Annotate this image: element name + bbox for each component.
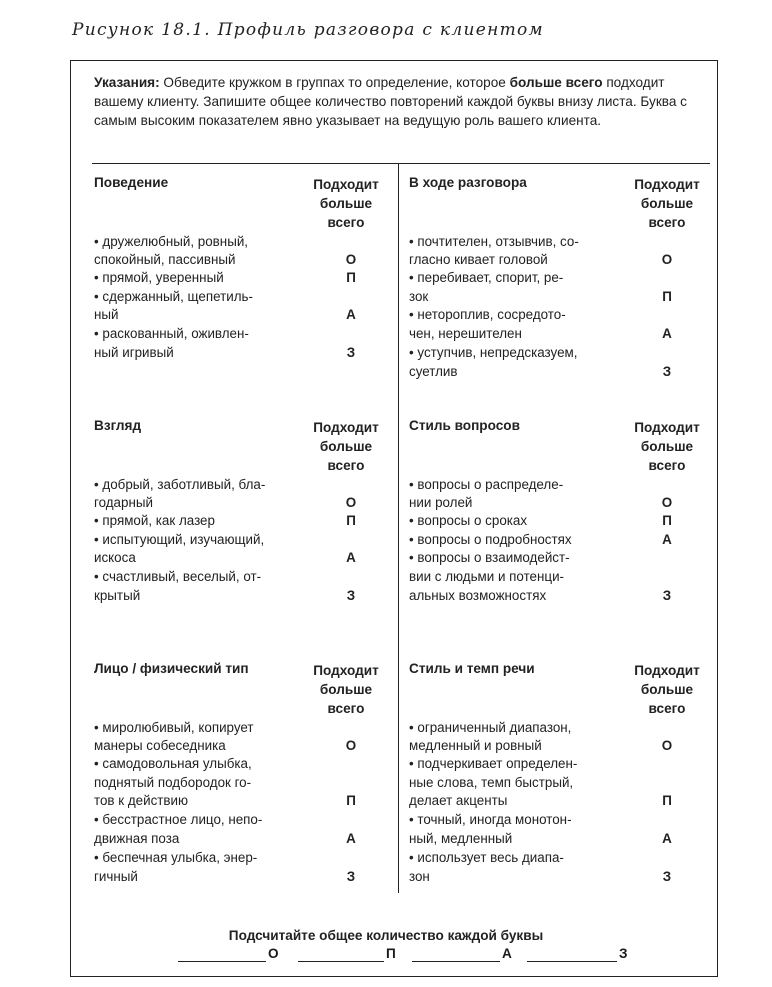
section-behavior [94,175,394,395]
option-line: альных возможностях [409,588,547,603]
fit-header [622,418,712,475]
answer-letter-a[interactable]: А [662,326,672,341]
fit-header-line: Подходит [634,663,700,678]
tally-blank-a[interactable] [412,961,500,962]
option-line: • беспечная улыбка, энер- [94,850,258,865]
fit-header-line: всего [648,215,686,230]
instructions [94,73,710,130]
section-title: Взгляд [94,418,142,433]
fit-header [301,661,391,718]
section-title: В ходе разговора [409,175,527,190]
answer-letter-z[interactable]: З [662,588,672,603]
option-line: • миролюбивый, копирует [94,720,254,735]
tally-blank-z[interactable] [527,961,617,962]
fit-header-line: больше [640,682,694,697]
fit-header-line: больше [319,682,373,697]
answer-letter-a[interactable]: А [346,307,356,322]
answer-letter-p[interactable]: П [662,289,672,304]
option-line: зон [409,869,430,884]
option-line: ный игривый [94,345,174,360]
answer-letter-p[interactable]: П [346,793,356,808]
tally-blank-p[interactable] [298,961,384,962]
fit-header [301,418,391,475]
option-line: • вопросы о подробностях [409,532,572,547]
answer-letter-p[interactable]: П [662,513,672,528]
option-line: • испытующий, изучающий, [94,532,265,547]
option-line: крытый [94,588,141,603]
answer-letter-p[interactable]: П [662,793,672,808]
option-line: искоса [94,550,136,565]
option-line: нии ролей [409,495,473,510]
option-line: ный, медленный [409,831,513,846]
section-title: Лицо / физический тип [94,661,249,676]
fit-header-line: больше [319,439,373,454]
option-line: поднятый подбородок го- [94,775,252,790]
section-during-conversation [409,175,714,395]
fit-header-line: всего [327,215,365,230]
instructions-text-1: Обведите кружком в группах то определение, которое [159,75,510,90]
answer-letter-a[interactable]: А [662,831,672,846]
fit-header-line: всего [648,701,686,716]
fit-header-line: Подходит [313,663,379,678]
option-line: ные слова, темп быстрый, [409,775,574,790]
fit-header-line: больше [640,196,694,211]
option-line: • прямой, как лазер [94,513,215,528]
tally-title: Подсчитайте общее количество каждой буквы [228,928,544,943]
option-line: • перебивает, спорит, ре- [409,270,564,285]
option-line: суетлив [409,364,458,379]
option-line: • уступчив, непредсказуем, [409,345,578,360]
answer-letter-o[interactable]: О [345,252,357,267]
answer-letter-o[interactable]: О [345,495,357,510]
option-line: гласно кивает головой [409,252,548,267]
option-line: вии с людьми и потенци- [409,569,565,584]
option-line: гичный [94,869,138,884]
option-line: тов к действию [94,793,189,808]
section-title: Поведение [94,175,169,190]
instructions-text-2: подходит вашему клиенту. Запишите общее количество повторений каждой буквы внизу листа. Буква с самым высоким показателем явно указывает на ведущую роль вашего клиента. [94,75,687,128]
fit-header-line: больше [319,196,373,211]
option-line: • точный, иногда монотон- [409,812,572,827]
option-line: годарный [94,495,153,510]
fit-header-line: всего [648,458,686,473]
option-line: • использует весь диапа- [409,850,564,865]
option-line: • сдержанный, щепетиль- [94,289,253,304]
answer-letter-p[interactable]: П [346,513,356,528]
answer-letter-a[interactable]: А [346,831,356,846]
answer-letter-z[interactable]: З [662,364,672,379]
fit-header-line: Подходит [313,420,379,435]
option-line: зок [409,289,429,304]
fit-header-line: всего [327,701,365,716]
option-line: • дружелюбный, ровный, [94,234,249,249]
option-line: • почтителен, отзывчив, со- [409,234,579,249]
option-line: ный [94,307,119,322]
answer-letter-o[interactable]: О [345,738,357,753]
option-line: • вопросы о распределе- [409,477,564,492]
header-divider [92,163,710,164]
option-line: • прямой, уверенный [94,270,224,285]
option-line: делает акценты [409,793,508,808]
answer-letter-z[interactable]: З [346,869,356,884]
column-divider [398,163,399,893]
option-line: медленный и ровный [409,738,542,753]
answer-letter-a[interactable]: А [346,550,356,565]
fit-header-line: Подходит [634,420,700,435]
option-line: • бесстрастное лицо, непо- [94,812,263,827]
answer-letter-p[interactable]: П [346,270,356,285]
fit-header [622,175,712,232]
tally-blank-o[interactable] [178,961,266,962]
section-title: Стиль и темп речи [409,661,535,676]
option-line: манеры собеседника [94,738,226,753]
fit-header-line: Подходит [634,177,700,192]
fit-header [301,175,391,232]
answer-letter-z[interactable]: З [662,869,672,884]
option-line: чен, нерешителен [409,326,522,341]
option-line: • добрый, заботливый, бла- [94,477,266,492]
option-line: спокойный, пассивный [94,252,236,267]
answer-letter-z[interactable]: З [346,345,356,360]
tally-letter-p: П [386,946,396,961]
tally-letter-z: З [619,946,628,961]
answer-letter-o[interactable]: О [661,252,673,267]
section-face-physical-type [94,661,394,891]
fit-header-line: всего [327,458,365,473]
section-question-style [409,418,714,618]
instructions-emphasis: больше всего [509,75,603,90]
option-line: • подчеркивает определен- [409,756,578,771]
option-line: • раскованный, оживлен- [94,326,249,341]
fit-header-line: больше [640,439,694,454]
option-line: • вопросы о взаимодейст- [409,550,570,565]
option-line: • вопросы о сроках [409,513,528,528]
instructions-label: Указания: [94,75,160,90]
answer-letter-z[interactable]: З [346,588,356,603]
section-speech-style-pace [409,661,714,891]
answer-letter-a[interactable]: А [662,532,672,547]
answer-letter-o[interactable]: О [661,738,673,753]
answer-letter-o[interactable]: О [661,495,673,510]
option-line: • нетороплив, сосредото- [409,307,566,322]
tally-letter-a: А [502,946,512,961]
section-gaze [94,418,394,618]
figure-title: Рисунок 18.1. Профиль разговора с клиентом [72,20,544,40]
option-line: • счастливый, веселый, от- [94,569,262,584]
fit-header [622,661,712,718]
option-line: • самодовольная улыбка, [94,756,252,771]
option-line: • ограниченный диапазон, [409,720,572,735]
section-title: Стиль вопросов [409,418,520,433]
tally-letter-o: О [268,946,279,961]
fit-header-line: Подходит [313,177,379,192]
option-line: движная поза [94,831,180,846]
